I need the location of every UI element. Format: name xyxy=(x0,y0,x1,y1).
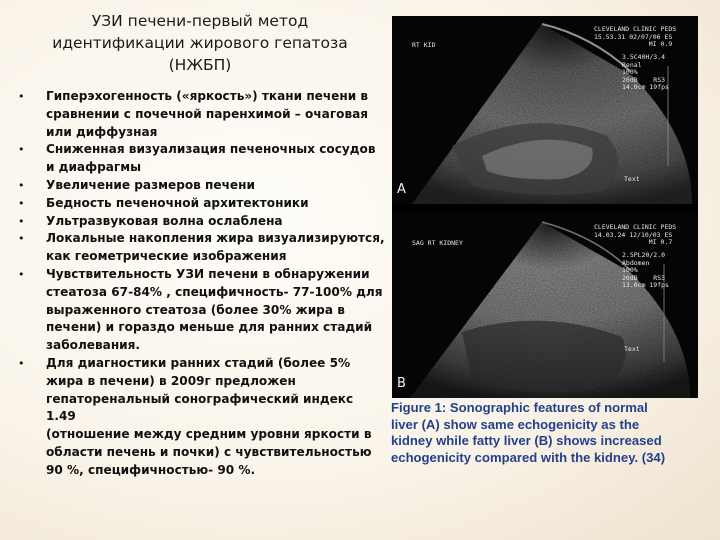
bullet-line: области печень и почки) с чувствительностью xyxy=(46,444,372,459)
bullet-line: сравнении с почечной паренхимой – очаговая xyxy=(46,106,369,121)
scan-label-b: SAG RT KIDNEY xyxy=(412,239,463,247)
bullet-item xyxy=(14,88,386,141)
bullet-line: стеатоза 67-84% , специфичность- 77-100% для xyxy=(46,284,383,299)
bullet-line: (отношение между средним уровни яркости в xyxy=(46,427,372,442)
panel-letter-a: A xyxy=(397,182,406,197)
bullet-line: Гиперэхогенность («яркость») ткани печени в xyxy=(46,89,369,103)
scan-settings-b: 2.5PL20/2.0 Abdomen 100% 20dB RS3 13.0cm 19fps xyxy=(622,251,669,290)
caption-line: liver (A) show same echogenicity as the xyxy=(391,416,640,432)
scan-text-tag-a: Text xyxy=(624,175,640,183)
caption-line: kidney while fatty liver (B) shows increased xyxy=(391,433,662,449)
ultrasound-panel-b xyxy=(392,212,698,398)
ultrasound-figure xyxy=(392,16,698,398)
bullet-list xyxy=(14,88,386,480)
bullet-item xyxy=(14,230,386,266)
bullet-line: Ультразвуковая волна ослаблена xyxy=(46,213,283,228)
bullet-line: Увеличение размеров печени xyxy=(46,177,255,192)
ultrasound-panel-a xyxy=(392,16,698,204)
bullet-line: как геометрические изображения xyxy=(46,249,287,264)
bullet-item xyxy=(14,141,386,177)
caption-line: echogenicity compared with the kidney. (34) xyxy=(391,449,666,465)
bullet-line: Чувствительность УЗИ печени в обнаружении xyxy=(46,266,370,281)
caption-line: Figure 1: Sonographic features of normal xyxy=(391,400,648,415)
bullet-line: или диффузная xyxy=(46,124,158,139)
scan-header-b: CLEVELAND CLINIC PEDS 14.03.24 12/10/03 ES MI 0.7 xyxy=(594,223,677,247)
bullet-line: жира в печени) в 2009г предложен xyxy=(46,373,296,388)
bullet-line: Бедность печеночной архитектоники xyxy=(46,195,309,210)
scan-label-a: RT KID xyxy=(412,41,436,49)
bullet-line: Локальные накопления жира визуализируются, xyxy=(46,231,385,246)
slide-title xyxy=(20,10,380,76)
bullet-item xyxy=(14,355,386,480)
figure-caption xyxy=(391,400,709,466)
bullet-line: Для диагностики ранних стадий (более 5% xyxy=(46,355,351,370)
bullet-line: заболевания. xyxy=(46,338,141,353)
bullet-item xyxy=(14,213,386,231)
bullet-line: и диафрагмы xyxy=(46,160,142,175)
scan-header-a: CLEVELAND CLINIC PEDS 15.53.31 02/07/06 ES MI 0.9 xyxy=(594,25,677,49)
bullet-item xyxy=(14,266,386,355)
panel-letter-b: B xyxy=(397,376,406,391)
bullet-line: выраженного стеатоза (более 30% жира в xyxy=(46,302,345,317)
bullet-line: гепаторенальный сонографический индекс 1.49 xyxy=(46,391,354,424)
title-line: УЗИ печени-первый метод xyxy=(91,12,309,30)
scan-text-tag-b: Text xyxy=(624,345,640,353)
scan-settings-a: 3.5C40H/3.4 Renal 100% 20dB RS3 14.0cm 19fps xyxy=(622,53,669,92)
bullet-line: 90 %, специфичностью- 90 %. xyxy=(46,462,256,477)
bullet-item xyxy=(14,195,386,213)
bullet-line: Сниженная визуализация печеночных сосудов xyxy=(46,142,376,157)
title-line: идентификации жирового гепатоза xyxy=(52,34,348,52)
bullet-item xyxy=(14,177,386,195)
title-line: (НЖБП) xyxy=(168,56,232,74)
bullet-line: печени) и гораздо меньше для ранних стадий xyxy=(46,320,373,335)
